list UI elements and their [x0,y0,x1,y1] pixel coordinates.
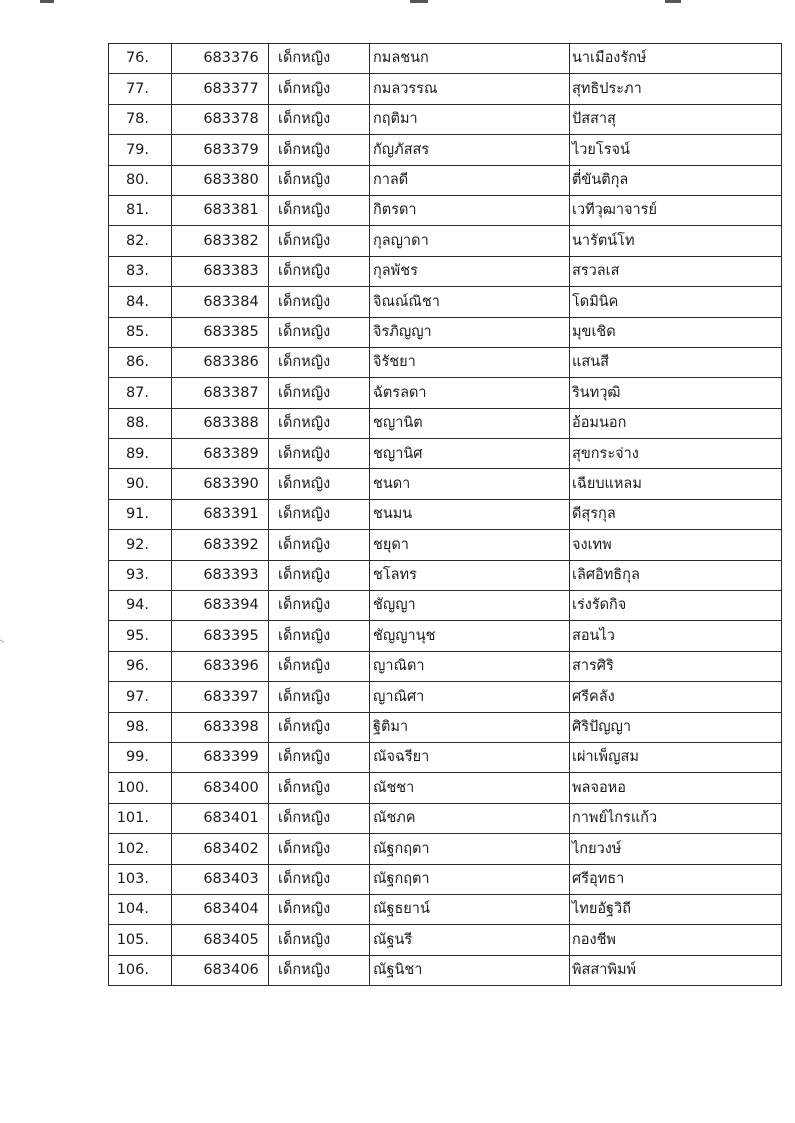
first-name-cell: ชโลทร [370,560,570,590]
scan-speck [410,0,428,3]
name-title-cell: เด็กหญิง [269,469,370,499]
roster-body [109,44,782,986]
name-title-cell: เด็กหญิง [269,834,370,864]
name-title-cell: เด็กหญิง [269,74,370,104]
scan-speck [0,640,4,642]
table-row [109,591,782,621]
last-name-cell: ดีสุรกุล [570,499,782,529]
first-name-cell: กุลพัชร [370,256,570,286]
student-id-cell: 683406 [172,955,269,985]
last-name-cell: พลจอหอ [570,773,782,803]
first-name-cell: กิตรดา [370,195,570,225]
row-number-cell: 95. [109,621,172,651]
last-name-cell: สุทธิประภา [570,74,782,104]
last-name-cell: ปัสสาสุ [570,104,782,134]
student-id-cell: 683401 [172,803,269,833]
student-id-cell: 683403 [172,864,269,894]
row-number-cell: 81. [109,195,172,225]
student-id-cell: 683393 [172,560,269,590]
table-row [109,834,782,864]
row-number-cell: 102. [109,834,172,864]
last-name-cell: นารัตน์โท [570,226,782,256]
last-name-cell: มุขเชิด [570,317,782,347]
first-name-cell: กัญภัสสร [370,135,570,165]
name-title-cell: เด็กหญิง [269,408,370,438]
table-row [109,44,782,74]
row-number-cell: 88. [109,408,172,438]
name-title-cell: เด็กหญิง [269,955,370,985]
name-title-cell: เด็กหญิง [269,530,370,560]
table-row [109,469,782,499]
table-row [109,378,782,408]
first-name-cell: กุลญาดา [370,226,570,256]
last-name-cell: เวทีวุฒาจารย์ [570,195,782,225]
name-title-cell: เด็กหญิง [269,317,370,347]
row-number-cell: 84. [109,287,172,317]
student-id-cell: 683400 [172,773,269,803]
first-name-cell: ชนดา [370,469,570,499]
first-name-cell: กาลดี [370,165,570,195]
row-number-cell: 87. [109,378,172,408]
first-name-cell: ฐิติมา [370,712,570,742]
name-title-cell: เด็กหญิง [269,742,370,772]
last-name-cell: สารศิริ [570,651,782,681]
first-name-cell: ณัฐกฤตา [370,834,570,864]
row-number-cell: 105. [109,925,172,955]
name-title-cell: เด็กหญิง [269,104,370,134]
scan-speck [665,0,681,3]
first-name-cell: จิรัชยา [370,347,570,377]
table-row [109,955,782,985]
last-name-cell: เฉียบแหลม [570,469,782,499]
last-name-cell: กองชีพ [570,925,782,955]
row-number-cell: 91. [109,499,172,529]
name-title-cell: เด็กหญิง [269,195,370,225]
last-name-cell: ไทยอัฐวิถี [570,894,782,924]
student-id-cell: 683384 [172,287,269,317]
row-number-cell: 90. [109,469,172,499]
last-name-cell: เผ่าเพ็ญสม [570,742,782,772]
name-title-cell: เด็กหญิง [269,651,370,681]
first-name-cell: ณัชชา [370,773,570,803]
name-title-cell: เด็กหญิง [269,347,370,377]
student-id-cell: 683395 [172,621,269,651]
student-id-cell: 683383 [172,256,269,286]
first-name-cell: ฉัตรลดา [370,378,570,408]
table-row [109,712,782,742]
table-row [109,803,782,833]
student-id-cell: 683391 [172,499,269,529]
row-number-cell: 93. [109,560,172,590]
student-id-cell: 683378 [172,104,269,134]
table-row [109,104,782,134]
table-row [109,499,782,529]
row-number-cell: 83. [109,256,172,286]
name-title-cell: เด็กหญิง [269,499,370,529]
last-name-cell: จงเทพ [570,530,782,560]
table-row [109,287,782,317]
name-title-cell: เด็กหญิง [269,682,370,712]
table-row [109,439,782,469]
row-number-cell: 96. [109,651,172,681]
table-row [109,894,782,924]
first-name-cell: ณัฐนิชา [370,955,570,985]
last-name-cell: พิสสาพิมพ์ [570,955,782,985]
table-row [109,408,782,438]
first-name-cell: กฤติมา [370,104,570,134]
student-id-cell: 683387 [172,378,269,408]
student-id-cell: 683386 [172,347,269,377]
row-number-cell: 99. [109,742,172,772]
row-number-cell: 77. [109,74,172,104]
last-name-cell: เลิศอิทธิกุล [570,560,782,590]
last-name-cell: รินทวุฒิ [570,378,782,408]
first-name-cell: ชญานิศ [370,439,570,469]
table-row [109,621,782,651]
row-number-cell: 101. [109,803,172,833]
first-name-cell: ชัญญานุช [370,621,570,651]
student-id-cell: 683388 [172,408,269,438]
first-name-cell: ณัจฉรียา [370,742,570,772]
table-row [109,74,782,104]
last-name-cell: ตี่ขันติกุล [570,165,782,195]
table-row [109,256,782,286]
table-row [109,195,782,225]
name-title-cell: เด็กหญิง [269,226,370,256]
first-name-cell: จิณณ์ณิชา [370,287,570,317]
first-name-cell: กมลชนก [370,44,570,74]
student-id-cell: 683394 [172,591,269,621]
table-row [109,773,782,803]
first-name-cell: ชญานิต [370,408,570,438]
last-name-cell: ศิริปัญญา [570,712,782,742]
row-number-cell: 78. [109,104,172,134]
student-id-cell: 683381 [172,195,269,225]
row-number-cell: 79. [109,135,172,165]
first-name-cell: กมลวรรณ [370,74,570,104]
name-title-cell: เด็กหญิง [269,256,370,286]
table-row [109,347,782,377]
first-name-cell: จิรภิญญา [370,317,570,347]
row-number-cell: 100. [109,773,172,803]
student-id-cell: 683390 [172,469,269,499]
table-row [109,742,782,772]
first-name-cell: ชยุดา [370,530,570,560]
last-name-cell: อ้อมนอก [570,408,782,438]
last-name-cell: เร่งรัดกิจ [570,591,782,621]
last-name-cell: นาเมืองรักษ์ [570,44,782,74]
student-id-cell: 683402 [172,834,269,864]
name-title-cell: เด็กหญิง [269,378,370,408]
name-title-cell: เด็กหญิง [269,621,370,651]
name-title-cell: เด็กหญิง [269,439,370,469]
name-title-cell: เด็กหญิง [269,165,370,195]
row-number-cell: 104. [109,894,172,924]
student-id-cell: 683404 [172,894,269,924]
last-name-cell: สอนไว [570,621,782,651]
row-number-cell: 86. [109,347,172,377]
last-name-cell: สรวลเส [570,256,782,286]
last-name-cell: กาพย์ไกรแก้ว [570,803,782,833]
table-row [109,864,782,894]
name-title-cell: เด็กหญิง [269,894,370,924]
last-name-cell: ศรีคลัง [570,682,782,712]
last-name-cell: ศรีอุทธา [570,864,782,894]
table-row [109,530,782,560]
name-title-cell: เด็กหญิง [269,803,370,833]
table-row [109,317,782,347]
student-roster-table [108,43,782,986]
student-id-cell: 683398 [172,712,269,742]
first-name-cell: ณัฐนรี [370,925,570,955]
student-id-cell: 683405 [172,925,269,955]
name-title-cell: เด็กหญิง [269,864,370,894]
student-id-cell: 683379 [172,135,269,165]
scan-speck [40,0,54,3]
first-name-cell: ณัฐธยาน์ [370,894,570,924]
student-id-cell: 683389 [172,439,269,469]
first-name-cell: ณัชภค [370,803,570,833]
row-number-cell: 103. [109,864,172,894]
last-name-cell: แสนสี [570,347,782,377]
row-number-cell: 82. [109,226,172,256]
row-number-cell: 98. [109,712,172,742]
name-title-cell: เด็กหญิง [269,44,370,74]
student-id-cell: 683380 [172,165,269,195]
first-name-cell: ญาณิดา [370,651,570,681]
table-row [109,226,782,256]
student-id-cell: 683377 [172,74,269,104]
row-number-cell: 80. [109,165,172,195]
name-title-cell: เด็กหญิง [269,925,370,955]
last-name-cell: ไวยโรจน์ [570,135,782,165]
first-name-cell: ชัญญา [370,591,570,621]
student-id-cell: 683382 [172,226,269,256]
row-number-cell: 85. [109,317,172,347]
name-title-cell: เด็กหญิง [269,287,370,317]
name-title-cell: เด็กหญิง [269,591,370,621]
first-name-cell: ญาณิศา [370,682,570,712]
last-name-cell: สุขกระจ่าง [570,439,782,469]
student-id-cell: 683392 [172,530,269,560]
row-number-cell: 97. [109,682,172,712]
table-row [109,925,782,955]
student-id-cell: 683396 [172,651,269,681]
student-id-cell: 683399 [172,742,269,772]
first-name-cell: ณัฐกฤตา [370,864,570,894]
last-name-cell: ไกยวงษ์ [570,834,782,864]
table-row [109,135,782,165]
first-name-cell: ชนมน [370,499,570,529]
row-number-cell: 89. [109,439,172,469]
name-title-cell: เด็กหญิง [269,135,370,165]
table-row [109,651,782,681]
name-title-cell: เด็กหญิง [269,712,370,742]
row-number-cell: 94. [109,591,172,621]
table-row [109,560,782,590]
name-title-cell: เด็กหญิง [269,560,370,590]
row-number-cell: 76. [109,44,172,74]
table-row [109,682,782,712]
table-row [109,165,782,195]
name-title-cell: เด็กหญิง [269,773,370,803]
row-number-cell: 106. [109,955,172,985]
student-id-cell: 683376 [172,44,269,74]
last-name-cell: โดมินิค [570,287,782,317]
student-id-cell: 683397 [172,682,269,712]
student-id-cell: 683385 [172,317,269,347]
row-number-cell: 92. [109,530,172,560]
